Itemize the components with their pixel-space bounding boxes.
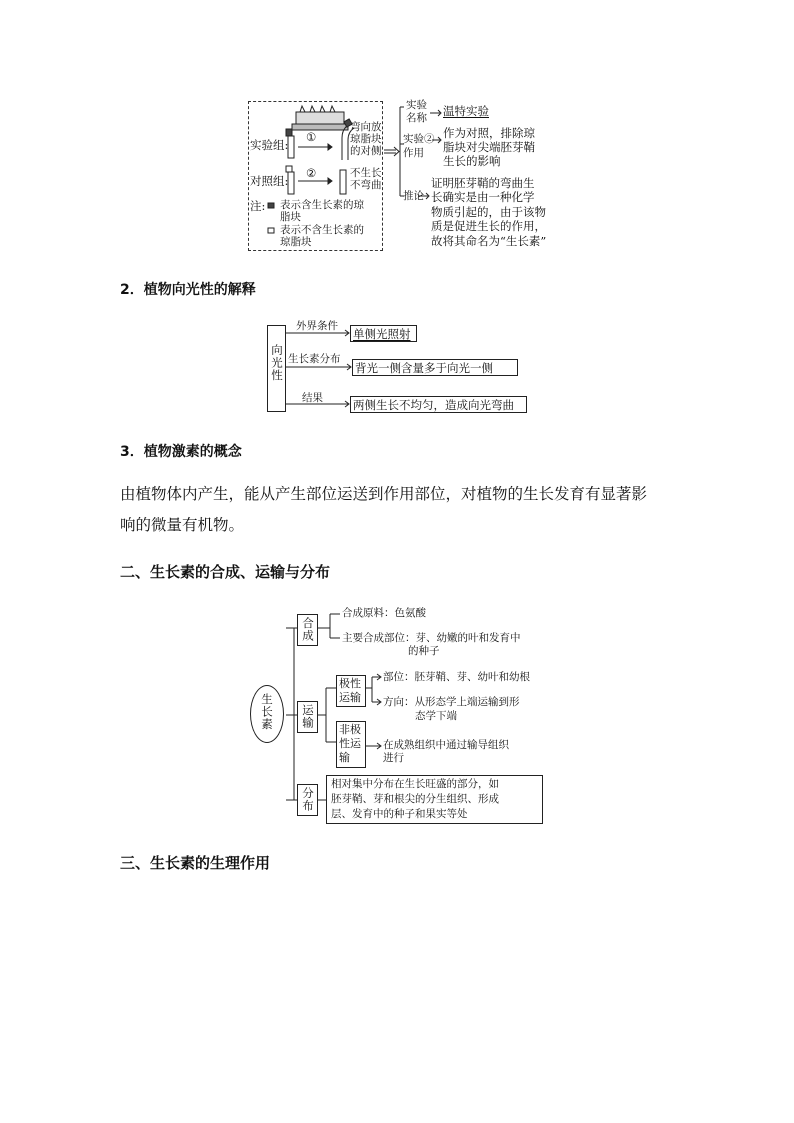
polar-site: 部位：胚芽鞘、芽、幼叶和幼根 (383, 671, 530, 683)
v1-box (350, 325, 417, 342)
polar-dir-2: 态学下端 (415, 710, 457, 722)
role-value-2: 脂块对尖端胚芽鞘 (443, 140, 535, 154)
distrib-val-2: 胚芽鞘、芽和根尖的分生组织、形成 (331, 793, 499, 805)
distrib-value-box (326, 775, 543, 824)
nonpolar-val-1: 在成熟组织中通过输导组织 (383, 739, 509, 751)
note-label: 注: (250, 199, 266, 213)
exp-group-label: 实验组: (250, 138, 289, 152)
section-b-heading: 二、生长素的合成、运输与分布 (120, 563, 331, 581)
legend-2b: 琼脂块 (280, 236, 312, 248)
transport-box (297, 701, 318, 733)
section-c-heading: 三、生长素的生理作用 (120, 854, 271, 872)
distrib-box (297, 784, 318, 816)
k3-label: 结果 (302, 392, 323, 404)
name-value: 温特实验 (443, 104, 489, 118)
v3-box (350, 396, 527, 413)
ctrl-group-label: 对照组: (250, 174, 289, 188)
legend-1a: 表示含生长素的琼 (280, 199, 364, 211)
role-key-1: 实验② (403, 133, 435, 145)
distrib-val-1: 相对集中分布在生长旺盛的部分，如 (331, 778, 499, 790)
no-grow-1: 不生长 (350, 167, 382, 179)
infer-value-1: 证明胚芽鞘的弯曲生 (431, 176, 535, 190)
section-2-heading: 2．植物向光性的解释 (120, 282, 256, 298)
synth-material: 合成原料：色氨酸 (342, 607, 426, 619)
k1-label: 外界条件 (296, 320, 338, 332)
role-value-1-text: 作为对照，排除琼 (443, 126, 535, 140)
role-value-3: 生长的影响 (443, 154, 501, 168)
role-key-2: 作用 (403, 147, 424, 159)
synth-site-2: 的种子 (408, 645, 440, 657)
infer-value-3: 物质引起的，由于该物 (431, 205, 546, 219)
transport-label: 运输 (301, 704, 315, 729)
circle-2: ② (306, 166, 317, 180)
distrib-val-3: 层、发育中的种子和果实等处 (331, 808, 468, 820)
v2-box (352, 359, 518, 376)
distrib-label: 分布 (301, 787, 315, 812)
polar-box (336, 675, 366, 707)
phototropism-root-box (267, 325, 286, 412)
phototropism-root-label: 向光性 (270, 344, 284, 382)
concept-line-2: 响的微量有机物。 (120, 516, 245, 534)
name-key-2: 名称 (406, 112, 427, 124)
synth-site-1: 主要合成部位：芽、幼嫩的叶和发育中 (342, 632, 521, 644)
synth-label: 合成 (301, 617, 315, 642)
infer-key: 推论 (403, 190, 424, 202)
infer-value-2: 长确实是由一种化学 (431, 190, 535, 204)
legend-2a: 表示不含生长素的 (280, 224, 364, 236)
synth-box (297, 614, 318, 646)
name-key-1: 实验 (406, 99, 427, 111)
k2-label: 生长素分布 (288, 353, 341, 365)
nonpolar-label: 非极性运输 (339, 723, 361, 764)
infer-value-4: 质是促进生长的作用， (431, 219, 546, 233)
bend-result-3: 的对侧 (350, 145, 382, 157)
legend-1b: 脂块 (280, 211, 301, 223)
no-grow-2: 不弯曲 (350, 179, 382, 191)
bend-result-1: 弯向放 (350, 121, 382, 133)
circle-1: ① (306, 130, 317, 144)
concept-line-1: 由植物体内产生，能从产生部位运送到作用部位，对植物的生长发育有显著影 (120, 485, 648, 503)
role-value-1 (443, 126, 535, 140)
v1-text: 单侧光照射 (353, 327, 411, 341)
bend-result-2: 琼脂块 (350, 133, 382, 145)
infer-value-5: 故将其命名为“生长素” (431, 234, 547, 248)
polar-label: 极性运输 (339, 677, 361, 704)
auxin-root-ellipse (250, 685, 284, 743)
nonpolar-val-2: 进行 (383, 752, 404, 764)
v3-text: 两侧生长不均匀，造成向光弯曲 (353, 398, 514, 412)
v2-text: 背光一侧含量多于向光一侧 (355, 361, 493, 375)
auxin-root-label: 生长素 (260, 693, 274, 731)
nonpolar-box (336, 721, 366, 768)
polar-dir-1: 方向：从形态学上端运输到形 (383, 696, 520, 708)
section-3-heading: 3．植物激素的概念 (120, 444, 242, 460)
